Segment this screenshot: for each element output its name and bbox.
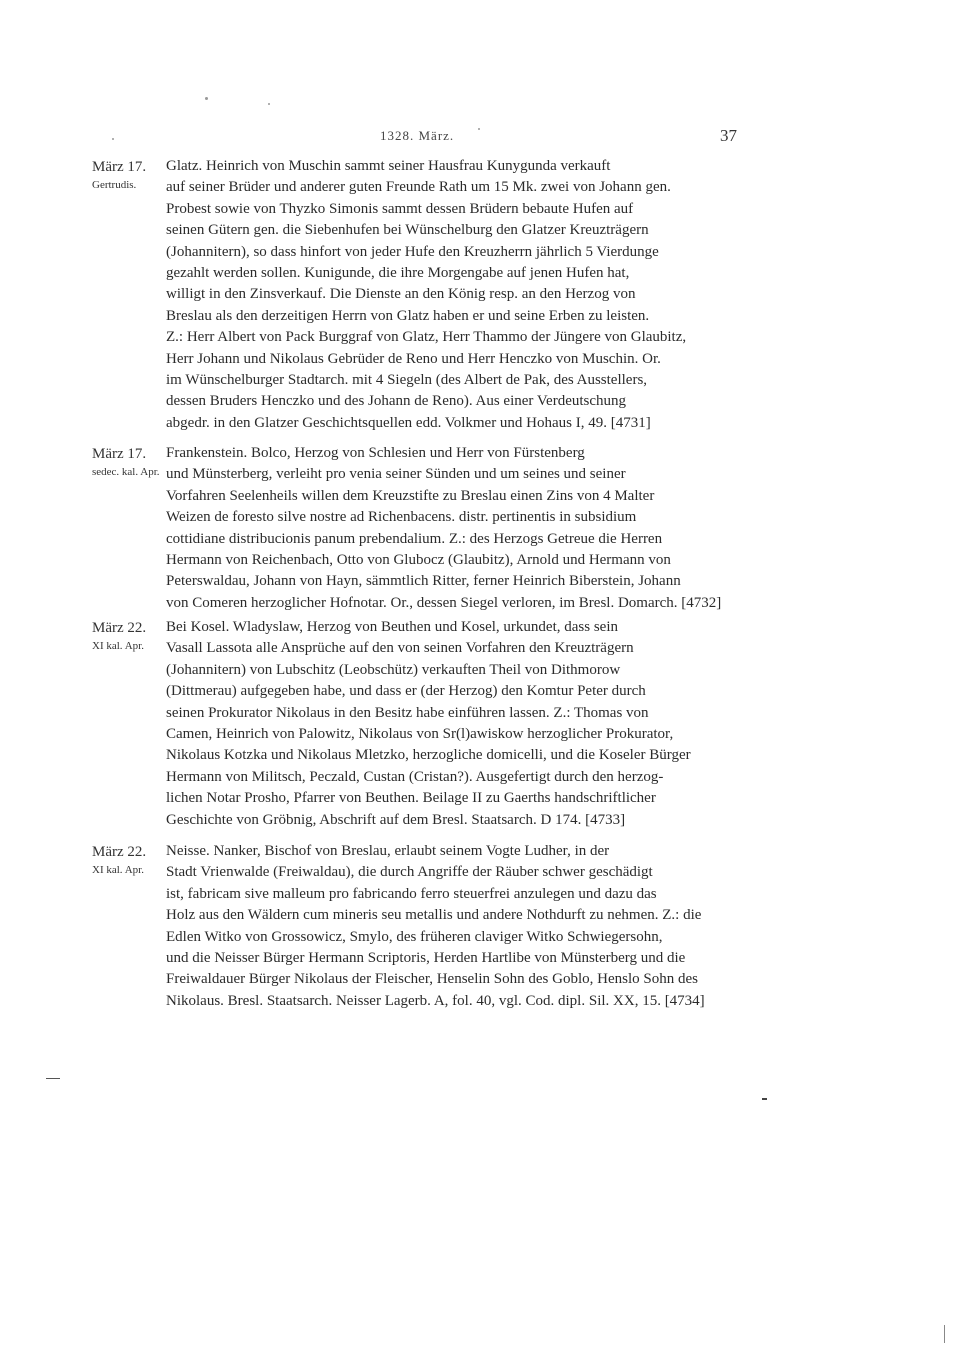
entry-text <box>166 156 738 434</box>
text-line: (Johannitern), so dass hinfort von jeder Hufe den Kreuzherrn jährlich 5 Vierdunge <box>166 243 659 260</box>
entry-text <box>166 841 738 1012</box>
scan-artifact <box>944 1325 945 1343</box>
text-line: seinen Prokurator Nikolaus in den Besitz habe einführen lassen. Z.: Thomas von <box>166 704 649 721</box>
entry-feast: XI kal. Apr. <box>92 640 144 652</box>
text-line: Neisse. Nanker, Bischof von Breslau, erlaubt seinem Vogte Ludher, in der <box>166 843 610 859</box>
text-line: Camen, Heinrich von Palowitz, Nikolaus von Sr(l)awiskow herzoglicher Prokurator, <box>166 726 674 743</box>
text-line: im Wünschelburger Stadtarch. mit 4 Siegeln (des Albert de Pak, des Ausstellers, <box>166 372 648 389</box>
scan-artifact <box>478 128 480 130</box>
entry-feast: XI kal. Apr. <box>92 864 144 876</box>
margin-date <box>92 617 162 654</box>
text-line: Hermann von Militsch, Peczald, Custan (Cristan?). Ausgefertigt durch den herzog- <box>166 768 664 785</box>
margin-date <box>92 156 162 193</box>
text-line: Nikolaus. Bresl. Staatsarch. Neisser Lagerb. A, fol. 40, vgl. Cod. dipl. Sil. XX, 15. [4734] <box>166 992 705 1009</box>
scan-artifact <box>268 103 270 105</box>
text-line: Nikolaus Kotzka und Nikolaus Mletzko, herzogliche domicelli, und die Koseler Bürger <box>166 747 691 764</box>
text-line: Bei Kosel. Wladyslaw, Herzog von Beuthen und Kosel, urkundet, dass sein <box>166 619 618 635</box>
text-line: Weizen de foresto silve nostre ad Richenbacens. distr. pertinentis in subsidium <box>166 509 637 526</box>
text-line: Holz aus den Wäldern cum mineris seu metallis und andere Nothdurft zu nehmen. Z.: die <box>166 907 702 924</box>
regest-entry-4732 <box>92 443 752 614</box>
text-line: (Johannitern) von Lubschitz (Leobschütz) verkauften Theil von Dithmorow <box>166 661 621 678</box>
entry-date: März 22. <box>92 844 147 860</box>
text-line: lichen Notar Prosho, Pfarrer von Beuthen. Beilage II zu Gaerths handschriftlicher <box>166 790 656 807</box>
entry-date: März 22. <box>92 620 147 636</box>
text-line: abgedr. in den Glatzer Geschichtsquellen edd. Volkmer und Hohaus I, 49. [4731] <box>166 414 651 431</box>
text-line: und die Neisser Bürger Hermann Scriptoris, Herden Hartlibe von Münsterberg und die <box>166 950 686 967</box>
text-line: willigt in den Zinsverkauf. Die Dienste an den König resp. an den Herzog von <box>166 286 636 303</box>
text-line: Geschichte von Gröbnig, Abschrift auf dem Bresl. Staatsarch. D 174. [4733] <box>166 811 626 828</box>
text-line: Z.: Herr Albert von Pack Burggraf von Glatz, Herr Thammo der Jüngere von Glaubitz, <box>166 329 687 346</box>
margin-date <box>92 841 162 878</box>
text-line: (Dittmerau) aufgegeben habe, und dass er (der Herzog) den Komtur Peter durch <box>166 683 646 700</box>
text-line: dessen Bruders Henczko und des Johann de Reno). Aus einer Verdeutschung <box>166 393 627 410</box>
regest-entry-4731 <box>92 156 752 434</box>
running-head: 1328. März. <box>380 128 455 143</box>
regest-entry-4734 <box>92 841 752 1012</box>
text-line: Vorfahren Seelenheils willen dem Kreuzstifte zu Breslau einen Zins von 4 Malter <box>166 487 655 504</box>
text-line: Vasall Lassota alle Ansprüche auf den von seinen Vorfahren den Kreuzträgern <box>166 640 634 657</box>
entry-date: März 17. <box>92 159 147 175</box>
text-line: Glatz. Heinrich von Muschin sammt seiner Hausfrau Kunygunda verkauft <box>166 158 611 174</box>
scan-artifact <box>762 1098 767 1100</box>
entry-text <box>166 443 738 614</box>
regest-entry-4733 <box>92 617 752 831</box>
scan-artifact <box>205 97 208 100</box>
text-line: und Münsterberg, verleiht pro venia seiner Sünden und um seines und seiner <box>166 466 626 483</box>
page-number: 37 <box>720 126 737 145</box>
text-line: auf seiner Brüder und anderer guten Freunde Rath um 15 Mk. zwei von Johann gen. <box>166 179 671 196</box>
entry-feast: sedec. kal. Apr. <box>92 466 160 478</box>
scan-artifact <box>112 138 114 140</box>
text-line: Stadt Vrienwalde (Freiwaldau), die durch Angriffe der Räuber schwer geschädigt <box>166 864 653 881</box>
entry-feast: Gertrudis. <box>92 179 137 191</box>
text-line: seinen Gütern gen. die Siebenhufen bei Wünschelburg den Glatzer Kreuzträgern <box>166 222 649 239</box>
text-line: Freiwaldauer Bürger Nikolaus der Fleischer, Henselin Sohn des Goblo, Henslo Sohn des <box>166 971 698 988</box>
scan-artifact <box>46 1078 60 1079</box>
text-line: gezahlt werden sollen. Kunigunde, die ihre Morgengabe auf jenen Hufen hat, <box>166 265 630 282</box>
text-line: Probest sowie von Thyzko Simonis sammt dessen Brüdern bebaute Hufen auf <box>166 200 634 217</box>
text-line: von Comeren herzoglicher Hofnotar. Or., dessen Siegel verloren, im Bresl. Domarch. [4732] <box>166 594 722 611</box>
entry-text <box>166 617 738 831</box>
margin-date <box>92 443 162 480</box>
text-line: Frankenstein. Bolco, Herzog von Schlesien und Herr von Fürstenberg <box>166 445 585 461</box>
text-line: Breslau als den derzeitigen Herrn von Glatz haben er und seine Erben zu leisten. <box>166 307 650 324</box>
entry-date: März 17. <box>92 446 147 462</box>
text-line: Herr Johann und Nikolaus Gebrüder de Reno und Herr Henczko von Muschin. Or. <box>166 350 661 367</box>
text-line: Hermann von Reichenbach, Otto von Glubocz (Glaubitz), Arnold und Hermann von <box>166 552 671 569</box>
text-line: ist, fabricam sive malleum pro fabricando ferro steuerfrei anzulegen und dazu das <box>166 885 657 902</box>
text-line: Peterswaldau, Johann von Hayn, sämmtlich Ritter, ferner Heinrich Biberstein, Johann <box>166 573 681 590</box>
text-line: Edlen Witko von Grossowicz, Smylo, des früheren claviger Witko Schwiegersohn, <box>166 928 663 945</box>
text-line: cottidiane distribucionis panum prebendalium. Z.: des Herzogs Getreue die Herren <box>166 530 663 547</box>
